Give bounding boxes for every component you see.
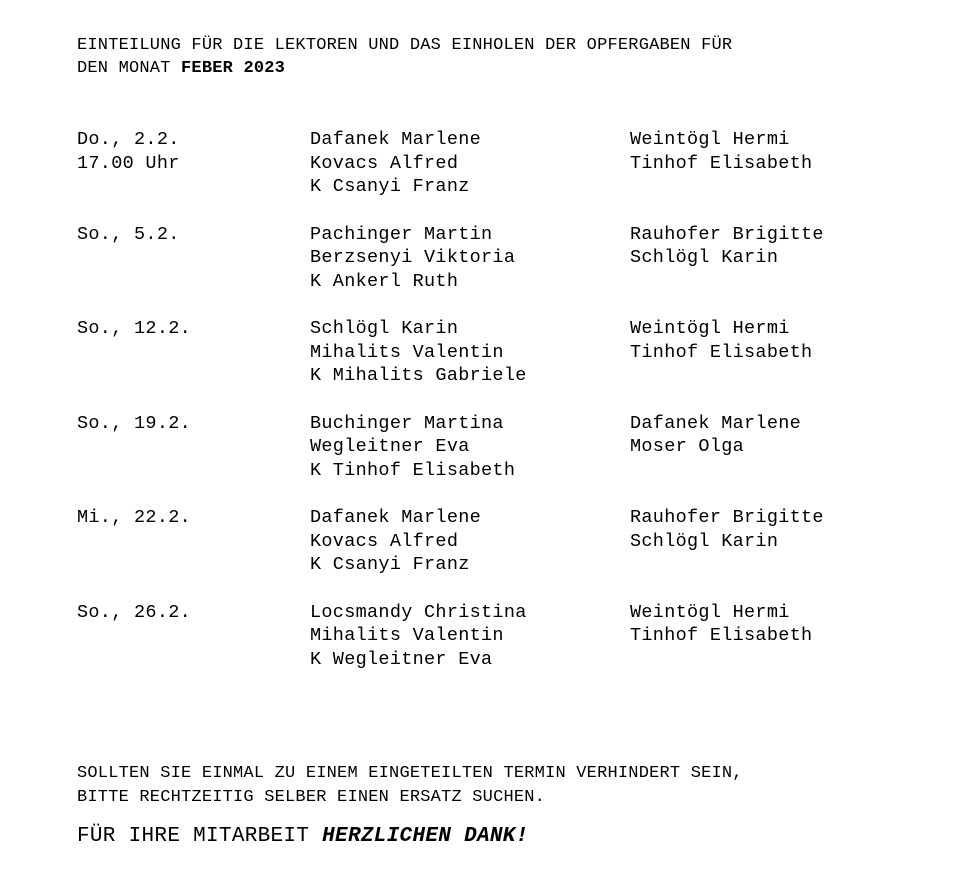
entry-lektor-column xyxy=(310,601,527,672)
entry-lektor: Pachinger Martin xyxy=(310,223,493,245)
entry-opfergabe: Tinhof Elisabeth xyxy=(630,152,813,174)
entry-lektor: Mihalits Valentin xyxy=(310,625,504,647)
document-header xyxy=(77,34,897,80)
entry-lektor-column xyxy=(310,128,481,199)
entry-date-column xyxy=(77,317,191,341)
entry-lektor: K Ankerl Ruth xyxy=(310,270,459,292)
entry-date: So., 19.2. xyxy=(77,412,192,434)
entry-opfergabe: Tinhof Elisabeth xyxy=(630,625,813,647)
entry-opfergabe-column xyxy=(630,317,812,364)
schedule-entry xyxy=(77,412,937,507)
schedule-entry xyxy=(77,223,937,318)
entry-opfergabe: Weintögl Hermi xyxy=(630,601,790,623)
entry-lektor: Schlögl Karin xyxy=(310,318,459,339)
entry-opfergabe-column xyxy=(630,601,812,648)
header-month-prefix: DEN MONAT xyxy=(77,59,182,78)
entry-opfergabe: Rauhofer Brigitte xyxy=(630,507,824,528)
entry-opfergabe-column xyxy=(630,412,801,459)
entry-opfergabe-column xyxy=(630,128,812,175)
entry-lektor: Kovacs Alfred xyxy=(310,152,459,174)
entry-opfergabe: Weintögl Hermi xyxy=(630,318,790,339)
entry-opfergabe-column xyxy=(630,506,824,553)
entry-opfergabe: Schlögl Karin xyxy=(630,247,779,269)
entry-lektor: Dafanek Marlene xyxy=(310,129,482,150)
entry-date: Do., 2.2. xyxy=(77,129,180,150)
entry-opfergabe-column xyxy=(630,223,824,270)
schedule-entry xyxy=(77,128,937,223)
entry-opfergabe: Schlögl Karin xyxy=(630,530,779,552)
entry-lektor: Dafanek Marlene xyxy=(310,507,482,528)
schedule-entry xyxy=(77,506,937,601)
thanks-prefix: FÜR IHRE MITARBEIT xyxy=(77,825,323,848)
entry-lektor: Buchinger Martina xyxy=(310,412,504,434)
header-line-2 xyxy=(77,57,897,80)
entry-opfergabe: Rauhofer Brigitte xyxy=(630,223,824,245)
schedule-list xyxy=(77,128,937,695)
footer-line-1: SOLLTEN SIE EINMAL ZU EINEM EINGETEILTEN TERMIN VERHINDERT SEIN, xyxy=(77,764,743,783)
entry-date-column xyxy=(77,412,191,436)
entry-date: So., 5.2. xyxy=(77,223,180,245)
footer-line-2: BITTE RECHTZEITIG SELBER EINEN ERSATZ SUCHEN. xyxy=(77,787,546,807)
entry-date-column xyxy=(77,506,191,530)
entry-lektor: Berzsenyi Viktoria xyxy=(310,247,516,269)
thanks-emphasis: HERZLICHEN DANK! xyxy=(322,825,529,848)
footer-note xyxy=(77,762,927,809)
entry-lektor-column xyxy=(310,506,481,577)
entry-lektor-column xyxy=(310,317,527,388)
entry-opfergabe: Moser Olga xyxy=(630,436,745,458)
thanks-line xyxy=(77,824,529,850)
entry-date-column xyxy=(77,223,180,247)
entry-date: 17.00 Uhr xyxy=(77,152,180,174)
entry-lektor: K Tinhof Elisabeth xyxy=(310,459,516,481)
entry-lektor: Mihalits Valentin xyxy=(310,341,504,363)
entry-opfergabe: Dafanek Marlene xyxy=(630,412,802,434)
schedule-entry xyxy=(77,601,937,696)
entry-lektor: Locsmandy Christina xyxy=(310,601,527,623)
entry-lektor-column xyxy=(310,223,515,294)
entry-lektor: K Csanyi Franz xyxy=(310,176,470,198)
entry-lektor: Kovacs Alfred xyxy=(310,530,459,552)
entry-date: So., 12.2. xyxy=(77,318,192,339)
entry-lektor: K Mihalits Gabriele xyxy=(310,365,527,387)
header-line-1: EINTEILUNG FÜR DIE LEKTOREN UND DAS EINHOLEN DER OPFERGABEN FÜR xyxy=(77,36,733,55)
entry-opfergabe: Tinhof Elisabeth xyxy=(630,341,813,363)
entry-lektor: K Wegleitner Eva xyxy=(310,648,493,670)
header-month: FEBER 2023 xyxy=(181,59,286,78)
entry-date: So., 26.2. xyxy=(77,601,192,623)
entry-lektor: K Csanyi Franz xyxy=(310,554,470,576)
entry-lektor: Wegleitner Eva xyxy=(310,436,470,458)
entry-opfergabe: Weintögl Hermi xyxy=(630,129,790,150)
entry-date-column xyxy=(77,128,180,175)
entry-lektor-column xyxy=(310,412,515,483)
schedule-entry xyxy=(77,317,937,412)
entry-date: Mi., 22.2. xyxy=(77,507,192,528)
entry-date-column xyxy=(77,601,191,625)
